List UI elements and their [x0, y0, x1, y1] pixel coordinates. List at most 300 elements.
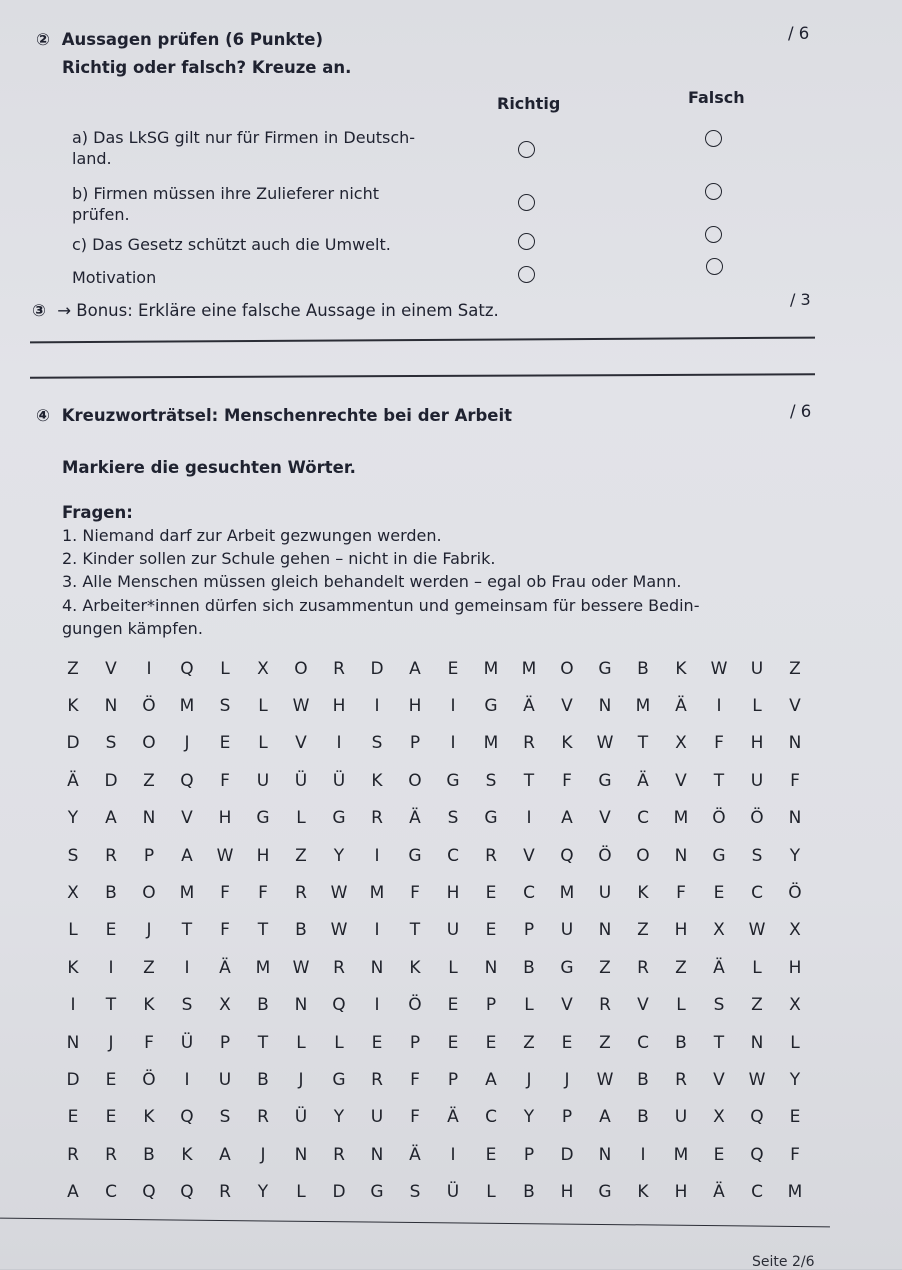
grid-letter[interactable]: O [636, 845, 650, 866]
grid-letter[interactable]: I [526, 808, 532, 829]
grid-letter[interactable]: L [676, 995, 686, 1016]
grid-letter[interactable]: Q [180, 1182, 194, 1203]
grid-letter[interactable]: V [599, 808, 611, 829]
grid-letter[interactable]: U [370, 1107, 384, 1128]
grid-letter[interactable]: Z [637, 920, 649, 941]
grid-letter[interactable]: J [184, 733, 190, 754]
grid-letter[interactable]: C [485, 1107, 497, 1128]
grid-letter[interactable]: U [218, 1069, 232, 1090]
grid-letter[interactable]: S [485, 770, 497, 791]
grid-letter[interactable]: T [257, 920, 269, 941]
grid-letter[interactable]: Ö [598, 845, 612, 866]
grid-letter[interactable]: V [561, 995, 573, 1016]
grid-letter[interactable]: Q [180, 658, 194, 679]
grid-letter[interactable]: F [258, 883, 268, 904]
grid-letter[interactable]: S [219, 1107, 231, 1128]
grid-letter[interactable]: X [713, 1107, 725, 1128]
grid-letter[interactable]: W [330, 920, 348, 941]
grid-letter[interactable]: Z [143, 770, 155, 791]
grid-letter[interactable]: Z [523, 1032, 535, 1053]
grid-letter[interactable]: X [219, 995, 231, 1016]
grid-letter[interactable]: Ä [409, 1144, 421, 1165]
grid-letter[interactable]: Ö [142, 696, 156, 717]
grid-letter[interactable]: C [637, 1032, 649, 1053]
grid-letter[interactable]: N [750, 1032, 764, 1053]
grid-letter[interactable]: J [298, 1069, 304, 1090]
grid-letter[interactable]: Y [333, 1107, 345, 1128]
grid-letter[interactable]: P [447, 1069, 459, 1090]
grid-letter[interactable]: R [333, 1144, 345, 1165]
grid-letter[interactable]: E [485, 883, 497, 904]
grid-letter[interactable]: S [181, 995, 193, 1016]
grid-letter[interactable]: M [787, 1182, 803, 1203]
grid-letter[interactable]: F [220, 920, 230, 941]
grid-letter[interactable]: R [105, 845, 117, 866]
grid-letter[interactable]: E [447, 1032, 459, 1053]
grid-letter[interactable]: R [599, 995, 611, 1016]
grid-letter[interactable]: K [143, 1107, 155, 1128]
grid-letter[interactable]: N [294, 1144, 308, 1165]
grid-letter[interactable]: H [674, 920, 688, 941]
grid-letter[interactable]: K [67, 957, 79, 978]
grid-letter[interactable]: Q [142, 1182, 156, 1203]
grid-letter[interactable]: N [598, 920, 612, 941]
grid-letter[interactable]: L [752, 957, 762, 978]
grid-letter[interactable]: Z [789, 658, 801, 679]
grid-letter[interactable]: H [218, 808, 232, 829]
grid-letter[interactable]: F [562, 770, 572, 791]
grid-letter[interactable]: A [67, 1182, 79, 1203]
grid-letter[interactable]: U [560, 920, 574, 941]
grid-letter[interactable]: I [640, 1144, 646, 1165]
statement-c-richtig-checkbox[interactable] [518, 233, 535, 250]
grid-letter[interactable]: T [523, 770, 535, 791]
grid-letter[interactable]: U [446, 920, 460, 941]
grid-letter[interactable]: L [334, 1032, 344, 1053]
grid-letter[interactable]: L [258, 696, 268, 717]
grid-letter[interactable]: A [105, 808, 117, 829]
grid-letter[interactable]: N [598, 1144, 612, 1165]
grid-letter[interactable]: N [142, 808, 156, 829]
grid-letter[interactable]: T [181, 920, 193, 941]
grid-letter[interactable]: G [370, 1182, 384, 1203]
grid-letter[interactable]: Y [523, 1107, 535, 1128]
grid-letter[interactable]: N [788, 808, 802, 829]
grid-letter[interactable]: R [523, 733, 535, 754]
grid-letter[interactable]: G [598, 1182, 612, 1203]
grid-letter[interactable]: V [637, 995, 649, 1016]
grid-letter[interactable]: Z [67, 658, 79, 679]
grid-letter[interactable]: F [410, 1069, 420, 1090]
grid-letter[interactable]: I [70, 995, 76, 1016]
grid-letter[interactable]: E [713, 1144, 725, 1165]
grid-letter[interactable]: B [675, 1032, 687, 1053]
grid-letter[interactable]: Z [143, 957, 155, 978]
grid-letter[interactable]: E [561, 1032, 573, 1053]
grid-letter[interactable]: A [409, 658, 421, 679]
motivation-falsch-checkbox[interactable] [706, 258, 723, 275]
grid-letter[interactable]: K [181, 1144, 193, 1165]
grid-letter[interactable]: Z [675, 957, 687, 978]
grid-letter[interactable]: C [637, 808, 649, 829]
grid-letter[interactable]: K [637, 1182, 649, 1203]
grid-letter[interactable]: B [295, 920, 307, 941]
grid-letter[interactable]: M [673, 1144, 689, 1165]
grid-letter[interactable]: G [560, 957, 574, 978]
grid-letter[interactable]: L [486, 1182, 496, 1203]
grid-letter[interactable]: E [219, 733, 231, 754]
grid-letter[interactable]: N [788, 733, 802, 754]
grid-letter[interactable]: P [219, 1032, 231, 1053]
grid-letter[interactable]: I [108, 957, 114, 978]
grid-letter[interactable]: U [598, 883, 612, 904]
grid-letter[interactable]: Y [789, 845, 801, 866]
grid-letter[interactable]: F [220, 883, 230, 904]
grid-letter[interactable]: Y [257, 1182, 269, 1203]
grid-letter[interactable]: I [184, 957, 190, 978]
grid-letter[interactable]: I [450, 696, 456, 717]
grid-letter[interactable]: R [485, 845, 497, 866]
grid-letter[interactable]: K [637, 883, 649, 904]
grid-letter[interactable]: R [333, 658, 345, 679]
grid-letter[interactable]: Ä [447, 1107, 459, 1128]
grid-letter[interactable]: L [258, 733, 268, 754]
grid-letter[interactable]: F [410, 883, 420, 904]
grid-letter[interactable]: F [220, 770, 230, 791]
grid-letter[interactable]: G [256, 808, 270, 829]
grid-letter[interactable]: S [713, 995, 725, 1016]
grid-letter[interactable]: Ä [409, 808, 421, 829]
grid-letter[interactable]: Q [180, 1107, 194, 1128]
grid-letter[interactable]: Ö [408, 995, 422, 1016]
grid-letter[interactable]: K [675, 658, 687, 679]
grid-letter[interactable]: Ö [788, 883, 802, 904]
grid-letter[interactable]: F [790, 1144, 800, 1165]
grid-letter[interactable]: E [371, 1032, 383, 1053]
grid-letter[interactable]: V [675, 770, 687, 791]
grid-letter[interactable]: M [255, 957, 271, 978]
grid-letter[interactable]: Ü [332, 770, 346, 791]
grid-letter[interactable]: P [561, 1107, 573, 1128]
motivation-richtig-checkbox[interactable] [518, 266, 535, 283]
grid-letter[interactable]: D [560, 1144, 574, 1165]
grid-letter[interactable]: O [294, 658, 308, 679]
grid-letter[interactable]: W [748, 1069, 766, 1090]
grid-letter[interactable]: F [676, 883, 686, 904]
grid-letter[interactable]: G [408, 845, 422, 866]
statement-a-richtig-checkbox[interactable] [518, 141, 535, 158]
grid-letter[interactable]: V [105, 658, 117, 679]
grid-letter[interactable]: A [561, 808, 573, 829]
grid-letter[interactable]: C [105, 1182, 117, 1203]
grid-letter[interactable]: N [370, 957, 384, 978]
grid-letter[interactable]: L [296, 1182, 306, 1203]
grid-letter[interactable]: V [295, 733, 307, 754]
grid-letter[interactable]: Ä [637, 770, 649, 791]
grid-letter[interactable]: D [66, 1069, 80, 1090]
grid-letter[interactable]: K [143, 995, 155, 1016]
grid-letter[interactable]: Ä [675, 696, 687, 717]
grid-letter[interactable]: F [144, 1032, 154, 1053]
grid-letter[interactable]: Y [789, 1069, 801, 1090]
grid-letter[interactable]: M [179, 696, 195, 717]
grid-letter[interactable]: A [599, 1107, 611, 1128]
grid-letter[interactable]: I [374, 696, 380, 717]
grid-letter[interactable]: K [409, 957, 421, 978]
grid-letter[interactable]: Z [751, 995, 763, 1016]
grid-letter[interactable]: O [560, 658, 574, 679]
grid-letter[interactable]: I [336, 733, 342, 754]
statement-b-falsch-checkbox[interactable] [705, 183, 722, 200]
grid-letter[interactable]: H [750, 733, 764, 754]
grid-letter[interactable]: T [713, 770, 725, 791]
grid-letter[interactable]: U [674, 1107, 688, 1128]
grid-letter[interactable]: I [146, 658, 152, 679]
grid-letter[interactable]: T [713, 1032, 725, 1053]
grid-letter[interactable]: K [67, 696, 79, 717]
grid-letter[interactable]: Ö [750, 808, 764, 829]
grid-letter[interactable]: G [484, 808, 498, 829]
grid-letter[interactable]: S [67, 845, 79, 866]
grid-letter[interactable]: C [523, 883, 535, 904]
grid-letter[interactable]: W [216, 845, 234, 866]
grid-letter[interactable]: B [523, 957, 535, 978]
grid-letter[interactable]: P [409, 733, 421, 754]
grid-letter[interactable]: I [450, 1144, 456, 1165]
grid-letter[interactable]: U [256, 770, 270, 791]
grid-letter[interactable]: J [526, 1069, 532, 1090]
grid-letter[interactable]: H [674, 1182, 688, 1203]
grid-letter[interactable]: Q [750, 1107, 764, 1128]
grid-letter[interactable]: U [750, 658, 764, 679]
grid-letter[interactable]: M [673, 808, 689, 829]
grid-letter[interactable]: E [485, 920, 497, 941]
grid-letter[interactable]: F [410, 1107, 420, 1128]
grid-letter[interactable]: N [674, 845, 688, 866]
grid-letter[interactable]: Z [295, 845, 307, 866]
grid-letter[interactable]: C [447, 845, 459, 866]
grid-letter[interactable]: R [637, 957, 649, 978]
grid-letter[interactable]: T [105, 995, 117, 1016]
grid-letter[interactable]: N [66, 1032, 80, 1053]
grid-letter[interactable]: R [675, 1069, 687, 1090]
grid-letter[interactable]: G [446, 770, 460, 791]
grid-letter[interactable]: L [68, 920, 78, 941]
grid-letter[interactable]: R [371, 808, 383, 829]
grid-letter[interactable]: G [598, 770, 612, 791]
grid-letter[interactable]: Q [560, 845, 574, 866]
grid-letter[interactable]: O [142, 883, 156, 904]
grid-letter[interactable]: K [371, 770, 383, 791]
grid-letter[interactable]: E [713, 883, 725, 904]
grid-letter[interactable]: Ä [523, 696, 535, 717]
grid-letter[interactable]: C [751, 883, 763, 904]
grid-letter[interactable]: J [564, 1069, 570, 1090]
grid-letter[interactable]: Ä [713, 1182, 725, 1203]
grid-letter[interactable]: L [296, 1032, 306, 1053]
grid-letter[interactable]: Q [180, 770, 194, 791]
answer-line-2[interactable] [30, 373, 815, 378]
grid-letter[interactable]: E [105, 1069, 117, 1090]
grid-letter[interactable]: L [220, 658, 230, 679]
grid-letter[interactable]: D [104, 770, 118, 791]
grid-letter[interactable]: W [292, 957, 310, 978]
grid-letter[interactable]: B [105, 883, 117, 904]
grid-letter[interactable]: N [104, 696, 118, 717]
grid-letter[interactable]: I [374, 920, 380, 941]
grid-letter[interactable]: W [748, 920, 766, 941]
grid-letter[interactable]: T [409, 920, 421, 941]
grid-letter[interactable]: H [256, 845, 270, 866]
grid-letter[interactable]: B [143, 1144, 155, 1165]
grid-letter[interactable]: G [598, 658, 612, 679]
grid-letter[interactable]: W [292, 696, 310, 717]
grid-letter[interactable]: H [408, 696, 422, 717]
grid-letter[interactable]: L [790, 1032, 800, 1053]
grid-letter[interactable]: R [219, 1182, 231, 1203]
grid-letter[interactable]: B [257, 1069, 269, 1090]
grid-letter[interactable]: Z [599, 1032, 611, 1053]
grid-letter[interactable]: R [295, 883, 307, 904]
grid-letter[interactable]: B [637, 1107, 649, 1128]
grid-letter[interactable]: L [296, 808, 306, 829]
grid-letter[interactable]: B [637, 1069, 649, 1090]
grid-letter[interactable]: Y [333, 845, 345, 866]
grid-letter[interactable]: P [409, 1032, 421, 1053]
grid-letter[interactable]: L [448, 957, 458, 978]
grid-letter[interactable]: B [523, 1182, 535, 1203]
grid-letter[interactable]: H [446, 883, 460, 904]
grid-letter[interactable]: D [66, 733, 80, 754]
answer-line-1[interactable] [30, 337, 815, 343]
grid-letter[interactable]: M [369, 883, 385, 904]
grid-letter[interactable]: S [409, 1182, 421, 1203]
grid-letter[interactable]: E [485, 1032, 497, 1053]
grid-letter[interactable]: X [675, 733, 687, 754]
grid-letter[interactable]: E [447, 995, 459, 1016]
grid-letter[interactable]: R [371, 1069, 383, 1090]
grid-letter[interactable]: M [483, 658, 499, 679]
grid-letter[interactable]: J [146, 920, 152, 941]
grid-letter[interactable]: Ü [446, 1182, 460, 1203]
grid-letter[interactable]: D [332, 1182, 346, 1203]
grid-letter[interactable]: N [294, 995, 308, 1016]
grid-letter[interactable]: T [257, 1032, 269, 1053]
grid-letter[interactable]: V [181, 808, 193, 829]
grid-letter[interactable]: E [447, 658, 459, 679]
grid-letter[interactable]: U [750, 770, 764, 791]
grid-letter[interactable]: R [105, 1144, 117, 1165]
grid-letter[interactable]: Y [67, 808, 79, 829]
grid-letter[interactable]: V [789, 696, 801, 717]
grid-letter[interactable]: I [450, 733, 456, 754]
grid-letter[interactable]: P [523, 1144, 535, 1165]
grid-letter[interactable]: F [790, 770, 800, 791]
grid-letter[interactable]: Z [599, 957, 611, 978]
grid-letter[interactable]: V [523, 845, 535, 866]
grid-letter[interactable]: Ä [219, 957, 231, 978]
grid-letter[interactable]: Ü [180, 1032, 194, 1053]
grid-letter[interactable]: H [560, 1182, 574, 1203]
grid-letter[interactable]: V [561, 696, 573, 717]
grid-letter[interactable]: J [108, 1032, 114, 1053]
grid-letter[interactable]: Q [750, 1144, 764, 1165]
grid-letter[interactable]: B [637, 658, 649, 679]
grid-letter[interactable]: Ö [712, 808, 726, 829]
grid-letter[interactable]: A [219, 1144, 231, 1165]
grid-letter[interactable]: O [142, 733, 156, 754]
grid-letter[interactable]: V [713, 1069, 725, 1090]
grid-letter[interactable]: G [332, 808, 346, 829]
grid-letter[interactable]: I [184, 1069, 190, 1090]
grid-letter[interactable]: L [524, 995, 534, 1016]
grid-letter[interactable]: N [598, 696, 612, 717]
grid-letter[interactable]: W [330, 883, 348, 904]
grid-letter[interactable]: X [713, 920, 725, 941]
grid-letter[interactable]: M [559, 883, 575, 904]
grid-letter[interactable]: R [257, 1107, 269, 1128]
grid-letter[interactable]: O [408, 770, 422, 791]
grid-letter[interactable]: I [374, 995, 380, 1016]
grid-letter[interactable]: S [447, 808, 459, 829]
grid-letter[interactable]: B [257, 995, 269, 1016]
grid-letter[interactable]: Ü [294, 770, 308, 791]
grid-letter[interactable]: H [788, 957, 802, 978]
grid-letter[interactable]: N [370, 1144, 384, 1165]
grid-letter[interactable]: J [260, 1144, 266, 1165]
grid-letter[interactable]: A [181, 845, 193, 866]
grid-letter[interactable]: W [710, 658, 728, 679]
grid-letter[interactable]: W [596, 733, 614, 754]
grid-letter[interactable]: I [374, 845, 380, 866]
grid-letter[interactable]: X [789, 920, 801, 941]
grid-letter[interactable]: Ü [294, 1107, 308, 1128]
grid-letter[interactable]: M [635, 696, 651, 717]
grid-letter[interactable]: R [67, 1144, 79, 1165]
grid-letter[interactable]: Ä [67, 770, 79, 791]
grid-letter[interactable]: G [484, 696, 498, 717]
grid-letter[interactable]: E [67, 1107, 79, 1128]
grid-letter[interactable]: S [751, 845, 763, 866]
grid-letter[interactable]: E [485, 1144, 497, 1165]
grid-letter[interactable]: M [179, 883, 195, 904]
grid-letter[interactable]: Ä [713, 957, 725, 978]
grid-letter[interactable]: X [67, 883, 79, 904]
grid-letter[interactable]: X [257, 658, 269, 679]
grid-letter[interactable]: P [523, 920, 535, 941]
grid-letter[interactable]: S [371, 733, 383, 754]
statement-a-falsch-checkbox[interactable] [705, 130, 722, 147]
statement-b-richtig-checkbox[interactable] [518, 194, 535, 211]
grid-letter[interactable]: S [105, 733, 117, 754]
grid-letter[interactable]: E [105, 1107, 117, 1128]
grid-letter[interactable]: K [561, 733, 573, 754]
grid-letter[interactable]: P [485, 995, 497, 1016]
grid-letter[interactable]: W [596, 1069, 614, 1090]
grid-letter[interactable]: M [483, 733, 499, 754]
grid-letter[interactable]: D [370, 658, 384, 679]
statement-c-falsch-checkbox[interactable] [705, 226, 722, 243]
grid-letter[interactable]: L [752, 696, 762, 717]
grid-letter[interactable]: R [333, 957, 345, 978]
grid-letter[interactable]: F [714, 733, 724, 754]
grid-letter[interactable]: Ö [142, 1069, 156, 1090]
grid-letter[interactable]: G [332, 1069, 346, 1090]
grid-letter[interactable]: C [751, 1182, 763, 1203]
grid-letter[interactable]: N [484, 957, 498, 978]
grid-letter[interactable]: I [716, 696, 722, 717]
grid-letter[interactable]: E [789, 1107, 801, 1128]
